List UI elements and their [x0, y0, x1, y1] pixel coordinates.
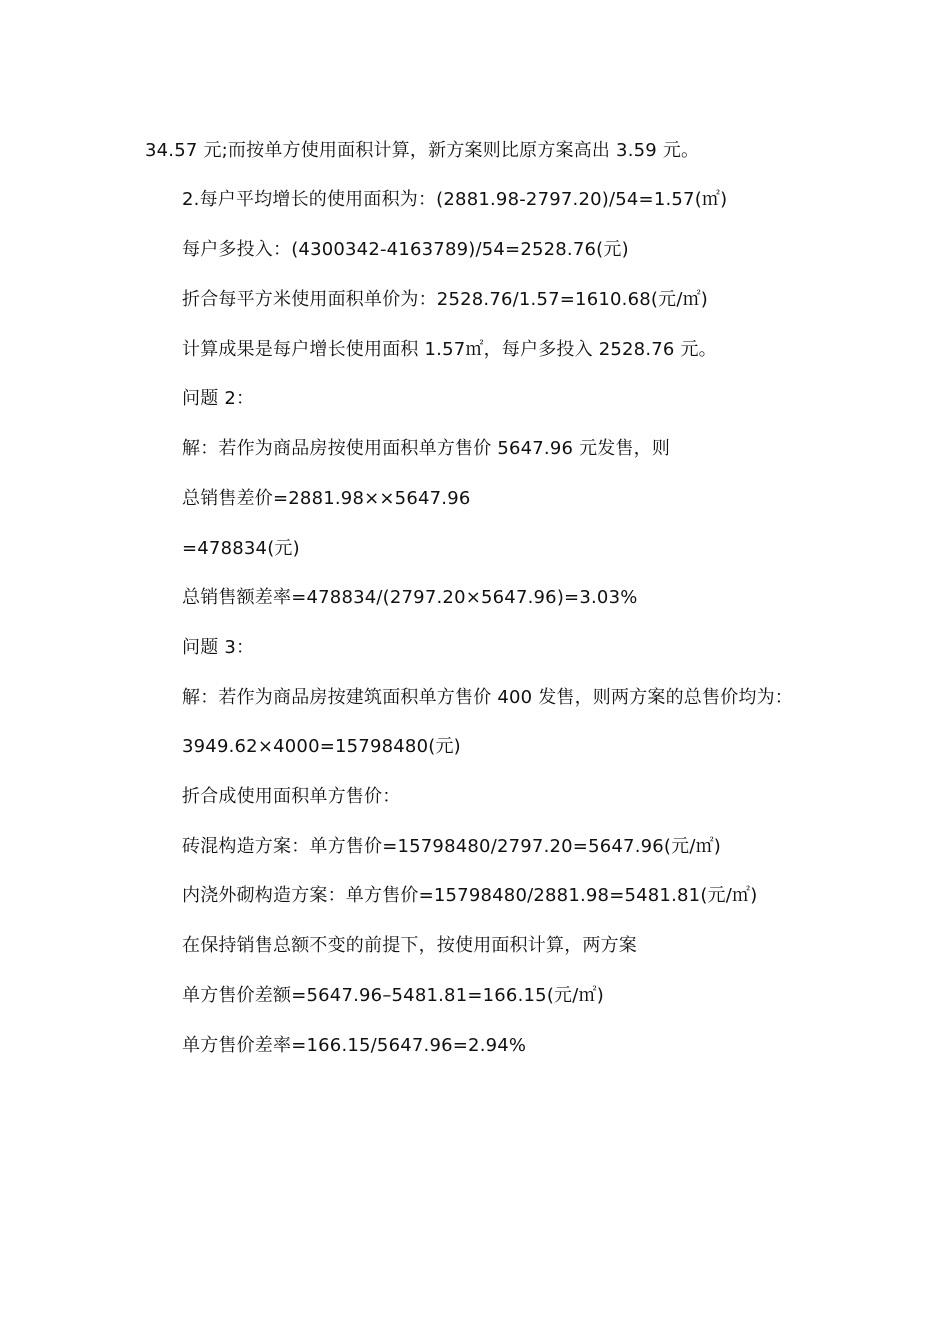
text-line: 计算成果是每户增长使用面积 1.57㎡，每户多投入 2528.76 元。 — [182, 339, 717, 360]
text-line: 砖混构造方案：单方售价=15798480/2797.20=5647.96(元/㎡) — [182, 836, 722, 857]
text-line: 折合每平方米使用面积单价为：2528.76/1.57=1610.68(元/㎡) — [182, 289, 709, 310]
text-line: 2.每户平均增长的使用面积为：(2881.98-2797.20)/54=1.57(㎡) — [182, 189, 728, 210]
paragraph-continuation: 34.57 元;而按单方使用面积计算，新方案则比原方案高出 3.59 元。 — [145, 140, 700, 161]
text-line: 单方售价差额=5647.96–5481.81=166.15(元/㎡) — [182, 985, 604, 1006]
text-line: 总销售额差率=478834/(2797.20×5647.96)=3.03% — [182, 587, 638, 608]
text-line: =478834(元) — [182, 538, 300, 559]
text-line: 3949.62×4000=15798480(元) — [182, 736, 461, 757]
text-line: 在保持销售总额不变的前提下，按使用面积计算，两方案 — [182, 935, 637, 956]
text-line: 内浇外砌构造方案：单方售价=15798480/2881.98=5481.81(元/㎡) — [182, 885, 758, 906]
text-line: 单方售价差率=166.15/5647.96=2.94% — [182, 1035, 527, 1056]
text-line: 总销售差价=2881.98××5647.96 — [182, 488, 471, 509]
text-line: 解：若作为商品房按使用面积单方售价 5647.96 元发售，则 — [182, 438, 671, 459]
section-heading-problem-2: 问题 2： — [182, 388, 255, 409]
text-line: 折合成使用面积单方售价： — [182, 786, 401, 807]
text-line: 解：若作为商品房按建筑面积单方售价 400 发售，则两方案的总售价均为： — [182, 687, 793, 708]
section-heading-problem-3: 问题 3： — [182, 637, 255, 658]
text-line: 每户多投入：(4300342-4163789)/54=2528.76(元) — [182, 239, 629, 260]
